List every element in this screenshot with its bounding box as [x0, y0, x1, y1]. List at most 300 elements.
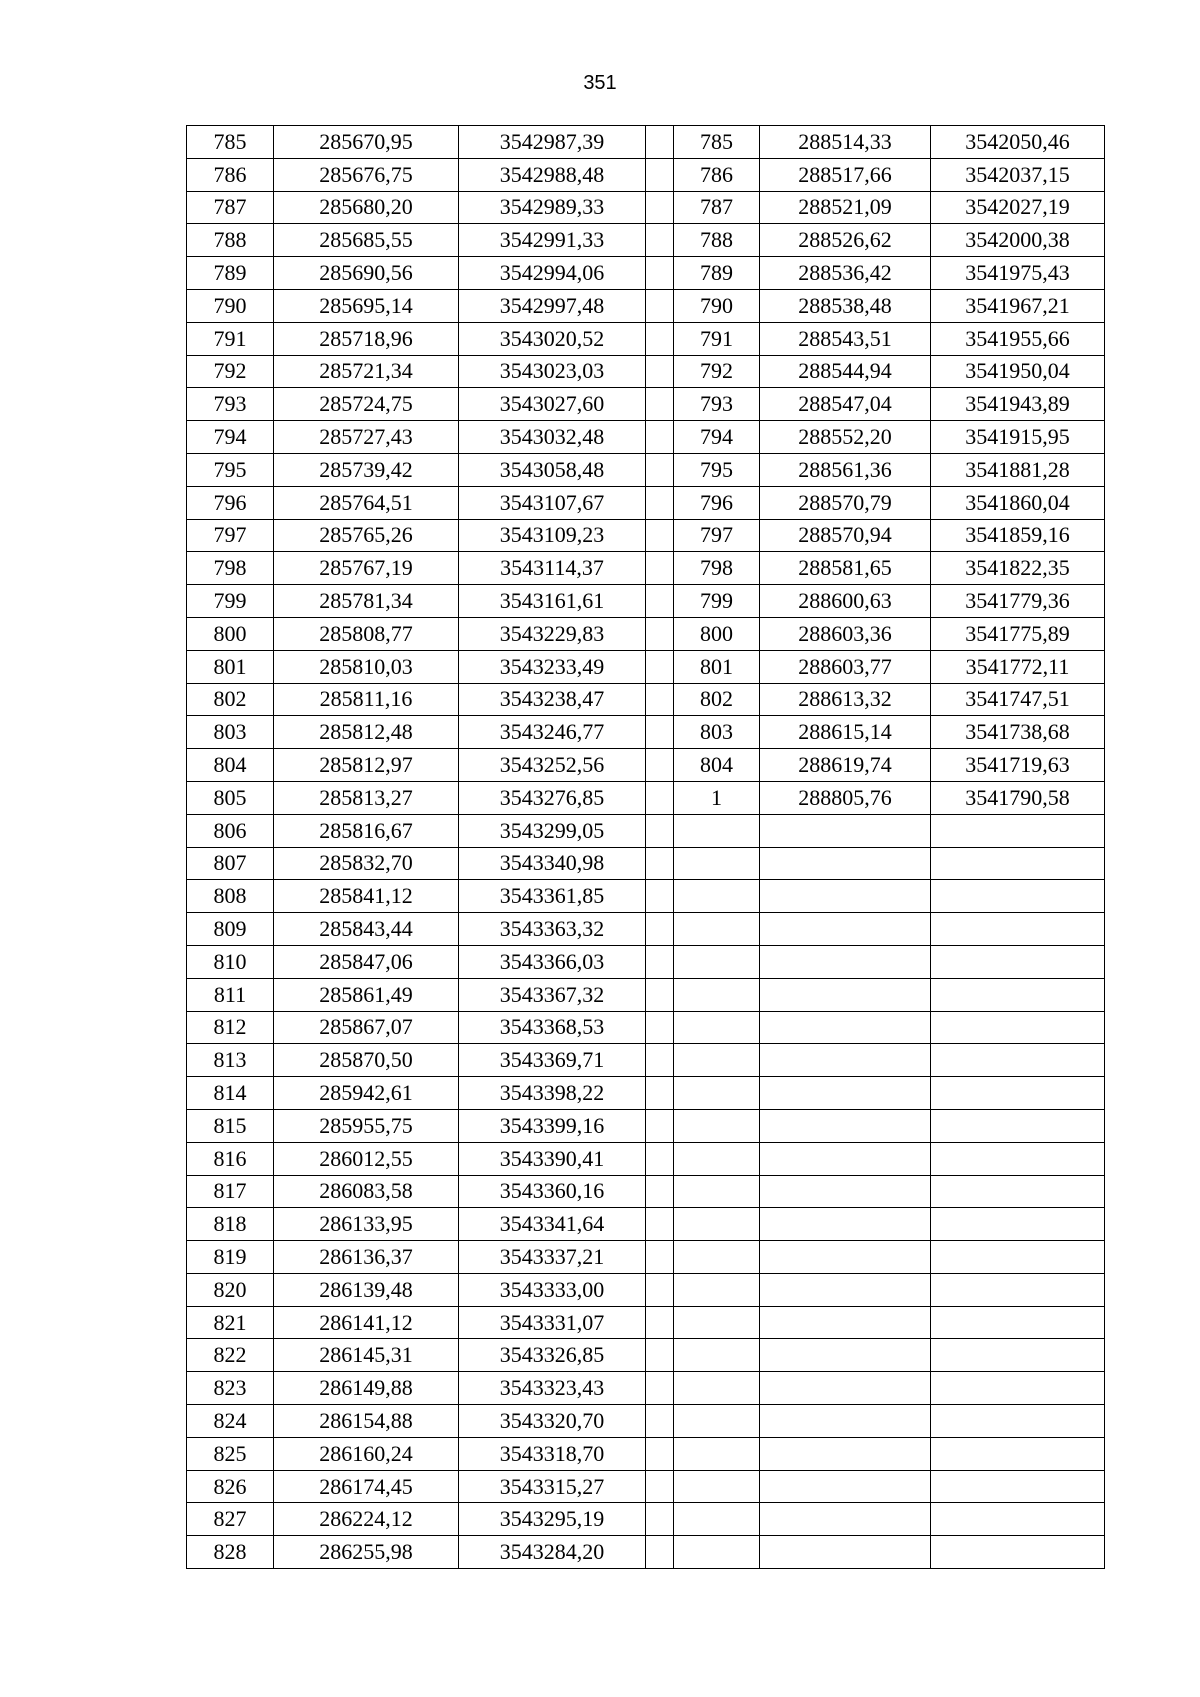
right-y-coordinate-cell: 3541779,36 — [931, 585, 1105, 618]
table-row — [187, 388, 1105, 421]
left-point-number-cell: 816 — [187, 1142, 274, 1175]
left-x-coordinate-cell: 285680,20 — [274, 191, 459, 224]
left-point-number-cell: 791 — [187, 322, 274, 355]
table-row — [187, 289, 1105, 322]
separator-cell — [646, 289, 674, 322]
table-row — [187, 191, 1105, 224]
left-y-coordinate-cell: 3543323,43 — [459, 1372, 646, 1405]
right-point-number-cell — [674, 1405, 760, 1438]
right-y-coordinate-cell — [931, 1208, 1105, 1241]
left-y-coordinate-cell: 3543023,03 — [459, 355, 646, 388]
right-point-number-cell: 786 — [674, 158, 760, 191]
right-point-number-cell: 802 — [674, 683, 760, 716]
left-point-number-cell: 813 — [187, 1044, 274, 1077]
left-point-number-cell: 803 — [187, 716, 274, 749]
left-point-number-cell: 798 — [187, 552, 274, 585]
left-x-coordinate-cell: 285670,95 — [274, 126, 459, 159]
table-row — [187, 1470, 1105, 1503]
left-x-coordinate-cell: 285808,77 — [274, 617, 459, 650]
left-y-coordinate-cell: 3543020,52 — [459, 322, 646, 355]
right-x-coordinate-cell — [760, 814, 931, 847]
right-x-coordinate-cell: 288514,33 — [760, 126, 931, 159]
left-x-coordinate-cell: 286141,12 — [274, 1306, 459, 1339]
table-row — [187, 1536, 1105, 1569]
right-x-coordinate-cell: 288581,65 — [760, 552, 931, 585]
separator-cell — [646, 585, 674, 618]
left-y-coordinate-cell: 3543109,23 — [459, 519, 646, 552]
right-y-coordinate-cell: 3541719,63 — [931, 749, 1105, 782]
table-row — [187, 847, 1105, 880]
right-x-coordinate-cell — [760, 1142, 931, 1175]
left-y-coordinate-cell: 3543246,77 — [459, 716, 646, 749]
right-x-coordinate-cell — [760, 1273, 931, 1306]
left-x-coordinate-cell: 286145,31 — [274, 1339, 459, 1372]
table-row — [187, 1077, 1105, 1110]
right-x-coordinate-cell — [760, 1536, 931, 1569]
left-y-coordinate-cell: 3543326,85 — [459, 1339, 646, 1372]
right-point-number-cell: 795 — [674, 453, 760, 486]
left-point-number-cell: 828 — [187, 1536, 274, 1569]
coordinates-table — [186, 125, 1105, 1569]
left-y-coordinate-cell: 3543299,05 — [459, 814, 646, 847]
right-x-coordinate-cell: 288543,51 — [760, 322, 931, 355]
right-point-number-cell — [674, 1241, 760, 1274]
left-point-number-cell: 815 — [187, 1109, 274, 1142]
right-y-coordinate-cell: 3541955,66 — [931, 322, 1105, 355]
left-point-number-cell: 823 — [187, 1372, 274, 1405]
table-row — [187, 158, 1105, 191]
right-x-coordinate-cell — [760, 1044, 931, 1077]
left-point-number-cell: 818 — [187, 1208, 274, 1241]
left-y-coordinate-cell: 3543399,16 — [459, 1109, 646, 1142]
left-x-coordinate-cell: 285870,50 — [274, 1044, 459, 1077]
separator-cell — [646, 880, 674, 913]
left-point-number-cell: 805 — [187, 781, 274, 814]
separator-cell — [646, 158, 674, 191]
right-x-coordinate-cell: 288600,63 — [760, 585, 931, 618]
right-y-coordinate-cell — [931, 945, 1105, 978]
right-x-coordinate-cell: 288570,79 — [760, 486, 931, 519]
right-point-number-cell: 788 — [674, 224, 760, 257]
right-point-number-cell — [674, 1044, 760, 1077]
left-y-coordinate-cell: 3542988,48 — [459, 158, 646, 191]
right-y-coordinate-cell — [931, 1437, 1105, 1470]
table-row — [187, 1175, 1105, 1208]
right-y-coordinate-cell: 3541790,58 — [931, 781, 1105, 814]
left-point-number-cell: 804 — [187, 749, 274, 782]
left-point-number-cell: 786 — [187, 158, 274, 191]
left-x-coordinate-cell: 285812,48 — [274, 716, 459, 749]
right-x-coordinate-cell — [760, 1339, 931, 1372]
right-x-coordinate-cell: 288805,76 — [760, 781, 931, 814]
right-x-coordinate-cell — [760, 1437, 931, 1470]
coordinates-table-body — [187, 126, 1105, 1569]
table-row — [187, 421, 1105, 454]
separator-cell — [646, 1208, 674, 1241]
left-y-coordinate-cell: 3543295,19 — [459, 1503, 646, 1536]
left-point-number-cell: 826 — [187, 1470, 274, 1503]
left-y-coordinate-cell: 3543366,03 — [459, 945, 646, 978]
left-x-coordinate-cell: 285841,12 — [274, 880, 459, 913]
right-y-coordinate-cell: 3541775,89 — [931, 617, 1105, 650]
left-point-number-cell: 809 — [187, 913, 274, 946]
left-point-number-cell: 787 — [187, 191, 274, 224]
separator-cell — [646, 716, 674, 749]
table-row — [187, 257, 1105, 290]
right-x-coordinate-cell — [760, 1306, 931, 1339]
table-row — [187, 1044, 1105, 1077]
left-y-coordinate-cell: 3542991,33 — [459, 224, 646, 257]
separator-cell — [646, 421, 674, 454]
left-y-coordinate-cell: 3543058,48 — [459, 453, 646, 486]
right-y-coordinate-cell — [931, 880, 1105, 913]
right-point-number-cell — [674, 1306, 760, 1339]
left-y-coordinate-cell: 3543341,64 — [459, 1208, 646, 1241]
right-x-coordinate-cell — [760, 1077, 931, 1110]
right-y-coordinate-cell — [931, 978, 1105, 1011]
right-x-coordinate-cell — [760, 1470, 931, 1503]
right-point-number-cell — [674, 1273, 760, 1306]
right-point-number-cell: 796 — [674, 486, 760, 519]
left-y-coordinate-cell: 3543252,56 — [459, 749, 646, 782]
right-point-number-cell: 799 — [674, 585, 760, 618]
separator-cell — [646, 683, 674, 716]
right-point-number-cell: 1 — [674, 781, 760, 814]
left-x-coordinate-cell: 285767,19 — [274, 552, 459, 585]
right-x-coordinate-cell — [760, 880, 931, 913]
table-row — [187, 322, 1105, 355]
left-x-coordinate-cell: 285816,67 — [274, 814, 459, 847]
left-point-number-cell: 825 — [187, 1437, 274, 1470]
separator-cell — [646, 453, 674, 486]
separator-cell — [646, 1470, 674, 1503]
right-point-number-cell: 790 — [674, 289, 760, 322]
right-point-number-cell: 803 — [674, 716, 760, 749]
left-point-number-cell: 795 — [187, 453, 274, 486]
right-x-coordinate-cell: 288570,94 — [760, 519, 931, 552]
right-point-number-cell: 789 — [674, 257, 760, 290]
right-y-coordinate-cell — [931, 1306, 1105, 1339]
right-point-number-cell: 798 — [674, 552, 760, 585]
table-row — [187, 781, 1105, 814]
right-y-coordinate-cell: 3541860,04 — [931, 486, 1105, 519]
right-point-number-cell — [674, 814, 760, 847]
table-row — [187, 913, 1105, 946]
right-x-coordinate-cell: 288613,32 — [760, 683, 931, 716]
right-y-coordinate-cell — [931, 1109, 1105, 1142]
table-row — [187, 1437, 1105, 1470]
page-number: 351 — [583, 72, 617, 94]
table-row — [187, 1142, 1105, 1175]
right-y-coordinate-cell: 3541822,35 — [931, 552, 1105, 585]
left-point-number-cell: 814 — [187, 1077, 274, 1110]
table-row — [187, 585, 1105, 618]
left-x-coordinate-cell: 285695,14 — [274, 289, 459, 322]
left-y-coordinate-cell: 3543238,47 — [459, 683, 646, 716]
right-point-number-cell: 797 — [674, 519, 760, 552]
right-y-coordinate-cell — [931, 1044, 1105, 1077]
left-point-number-cell: 819 — [187, 1241, 274, 1274]
left-y-coordinate-cell: 3543333,00 — [459, 1273, 646, 1306]
left-y-coordinate-cell: 3543032,48 — [459, 421, 646, 454]
table-row — [187, 519, 1105, 552]
separator-cell — [646, 552, 674, 585]
right-y-coordinate-cell — [931, 1339, 1105, 1372]
left-y-coordinate-cell: 3543229,83 — [459, 617, 646, 650]
right-point-number-cell — [674, 880, 760, 913]
left-y-coordinate-cell: 3543107,67 — [459, 486, 646, 519]
left-x-coordinate-cell: 286255,98 — [274, 1536, 459, 1569]
table-row — [187, 1372, 1105, 1405]
right-point-number-cell — [674, 913, 760, 946]
left-x-coordinate-cell: 286012,55 — [274, 1142, 459, 1175]
table-row — [187, 224, 1105, 257]
left-y-coordinate-cell: 3543360,16 — [459, 1175, 646, 1208]
left-y-coordinate-cell: 3543363,32 — [459, 913, 646, 946]
left-x-coordinate-cell: 285764,51 — [274, 486, 459, 519]
left-point-number-cell: 797 — [187, 519, 274, 552]
left-x-coordinate-cell: 285727,43 — [274, 421, 459, 454]
separator-cell — [646, 519, 674, 552]
left-point-number-cell: 801 — [187, 650, 274, 683]
table-row — [187, 126, 1105, 159]
left-point-number-cell: 800 — [187, 617, 274, 650]
table-row — [187, 1208, 1105, 1241]
right-y-coordinate-cell: 3542027,19 — [931, 191, 1105, 224]
right-x-coordinate-cell: 288561,36 — [760, 453, 931, 486]
right-x-coordinate-cell: 288552,20 — [760, 421, 931, 454]
separator-cell — [646, 1175, 674, 1208]
right-x-coordinate-cell: 288536,42 — [760, 257, 931, 290]
left-point-number-cell: 802 — [187, 683, 274, 716]
right-y-coordinate-cell: 3542000,38 — [931, 224, 1105, 257]
left-x-coordinate-cell: 285718,96 — [274, 322, 459, 355]
left-y-coordinate-cell: 3543368,53 — [459, 1011, 646, 1044]
separator-cell — [646, 486, 674, 519]
table-row — [187, 453, 1105, 486]
left-x-coordinate-cell: 285813,27 — [274, 781, 459, 814]
table-row — [187, 978, 1105, 1011]
left-y-coordinate-cell: 3542987,39 — [459, 126, 646, 159]
right-y-coordinate-cell — [931, 1536, 1105, 1569]
right-y-coordinate-cell: 3541943,89 — [931, 388, 1105, 421]
right-x-coordinate-cell — [760, 1503, 931, 1536]
table-row — [187, 552, 1105, 585]
left-y-coordinate-cell: 3543161,61 — [459, 585, 646, 618]
table-row — [187, 814, 1105, 847]
right-point-number-cell: 794 — [674, 421, 760, 454]
left-x-coordinate-cell: 286136,37 — [274, 1241, 459, 1274]
left-x-coordinate-cell: 285811,16 — [274, 683, 459, 716]
left-point-number-cell: 817 — [187, 1175, 274, 1208]
left-y-coordinate-cell: 3543398,22 — [459, 1077, 646, 1110]
separator-cell — [646, 847, 674, 880]
left-x-coordinate-cell: 285942,61 — [274, 1077, 459, 1110]
left-y-coordinate-cell: 3543340,98 — [459, 847, 646, 880]
right-point-number-cell — [674, 1503, 760, 1536]
left-y-coordinate-cell: 3543318,70 — [459, 1437, 646, 1470]
left-point-number-cell: 788 — [187, 224, 274, 257]
right-x-coordinate-cell — [760, 1175, 931, 1208]
left-y-coordinate-cell: 3543331,07 — [459, 1306, 646, 1339]
left-x-coordinate-cell: 286160,24 — [274, 1437, 459, 1470]
table-row — [187, 1241, 1105, 1274]
left-y-coordinate-cell: 3543361,85 — [459, 880, 646, 913]
right-y-coordinate-cell — [931, 913, 1105, 946]
left-x-coordinate-cell: 285832,70 — [274, 847, 459, 880]
left-x-coordinate-cell: 285721,34 — [274, 355, 459, 388]
right-point-number-cell — [674, 1142, 760, 1175]
left-point-number-cell: 822 — [187, 1339, 274, 1372]
left-point-number-cell: 799 — [187, 585, 274, 618]
right-x-coordinate-cell: 288547,04 — [760, 388, 931, 421]
right-y-coordinate-cell — [931, 1405, 1105, 1438]
separator-cell — [646, 1273, 674, 1306]
right-x-coordinate-cell — [760, 1208, 931, 1241]
left-y-coordinate-cell: 3542997,48 — [459, 289, 646, 322]
separator-cell — [646, 617, 674, 650]
separator-cell — [646, 749, 674, 782]
left-point-number-cell: 807 — [187, 847, 274, 880]
table-row — [187, 683, 1105, 716]
table-row — [187, 1109, 1105, 1142]
left-x-coordinate-cell: 286224,12 — [274, 1503, 459, 1536]
separator-cell — [646, 1536, 674, 1569]
separator-cell — [646, 1109, 674, 1142]
left-point-number-cell: 812 — [187, 1011, 274, 1044]
table-row — [187, 945, 1105, 978]
separator-cell — [646, 224, 674, 257]
right-x-coordinate-cell — [760, 1372, 931, 1405]
separator-cell — [646, 1437, 674, 1470]
table-row — [187, 617, 1105, 650]
right-point-number-cell: 804 — [674, 749, 760, 782]
table-row — [187, 1273, 1105, 1306]
right-y-coordinate-cell: 3541915,95 — [931, 421, 1105, 454]
table-row — [187, 1339, 1105, 1372]
separator-cell — [646, 1405, 674, 1438]
separator-cell — [646, 1503, 674, 1536]
left-y-coordinate-cell: 3543369,71 — [459, 1044, 646, 1077]
right-y-coordinate-cell — [931, 1175, 1105, 1208]
right-y-coordinate-cell — [931, 1077, 1105, 1110]
left-x-coordinate-cell: 285676,75 — [274, 158, 459, 191]
left-x-coordinate-cell: 285955,75 — [274, 1109, 459, 1142]
right-x-coordinate-cell — [760, 978, 931, 1011]
right-x-coordinate-cell — [760, 1011, 931, 1044]
right-y-coordinate-cell: 3541967,21 — [931, 289, 1105, 322]
right-y-coordinate-cell: 3541738,68 — [931, 716, 1105, 749]
right-point-number-cell — [674, 1437, 760, 1470]
left-point-number-cell: 808 — [187, 880, 274, 913]
left-point-number-cell: 810 — [187, 945, 274, 978]
left-point-number-cell: 789 — [187, 257, 274, 290]
right-point-number-cell: 801 — [674, 650, 760, 683]
right-y-coordinate-cell — [931, 1142, 1105, 1175]
right-point-number-cell — [674, 1339, 760, 1372]
separator-cell — [646, 191, 674, 224]
left-y-coordinate-cell: 3543284,20 — [459, 1536, 646, 1569]
separator-cell — [646, 814, 674, 847]
right-point-number-cell — [674, 1109, 760, 1142]
left-x-coordinate-cell: 285861,49 — [274, 978, 459, 1011]
left-y-coordinate-cell: 3543233,49 — [459, 650, 646, 683]
left-x-coordinate-cell: 285765,26 — [274, 519, 459, 552]
table-row — [187, 749, 1105, 782]
separator-cell — [646, 650, 674, 683]
separator-cell — [646, 913, 674, 946]
right-y-coordinate-cell: 3541950,04 — [931, 355, 1105, 388]
right-y-coordinate-cell: 3541975,43 — [931, 257, 1105, 290]
separator-cell — [646, 1241, 674, 1274]
right-point-number-cell — [674, 1536, 760, 1569]
right-point-number-cell — [674, 1372, 760, 1405]
left-y-coordinate-cell: 3543027,60 — [459, 388, 646, 421]
left-x-coordinate-cell: 285810,03 — [274, 650, 459, 683]
right-x-coordinate-cell — [760, 1241, 931, 1274]
right-x-coordinate-cell: 288521,09 — [760, 191, 931, 224]
right-point-number-cell — [674, 1208, 760, 1241]
left-y-coordinate-cell: 3543315,27 — [459, 1470, 646, 1503]
right-x-coordinate-cell: 288619,74 — [760, 749, 931, 782]
separator-cell — [646, 781, 674, 814]
right-x-coordinate-cell — [760, 1109, 931, 1142]
right-y-coordinate-cell: 3541859,16 — [931, 519, 1105, 552]
left-y-coordinate-cell: 3543367,32 — [459, 978, 646, 1011]
right-point-number-cell — [674, 847, 760, 880]
separator-cell — [646, 1077, 674, 1110]
right-point-number-cell — [674, 1175, 760, 1208]
right-x-coordinate-cell: 288517,66 — [760, 158, 931, 191]
left-point-number-cell: 785 — [187, 126, 274, 159]
right-y-coordinate-cell — [931, 1503, 1105, 1536]
right-x-coordinate-cell — [760, 847, 931, 880]
right-point-number-cell: 800 — [674, 617, 760, 650]
left-point-number-cell: 793 — [187, 388, 274, 421]
left-x-coordinate-cell: 285690,56 — [274, 257, 459, 290]
right-point-number-cell — [674, 1470, 760, 1503]
separator-cell — [646, 945, 674, 978]
table-row — [187, 1405, 1105, 1438]
right-point-number-cell: 792 — [674, 355, 760, 388]
right-y-coordinate-cell — [931, 1470, 1105, 1503]
left-point-number-cell: 792 — [187, 355, 274, 388]
left-point-number-cell: 824 — [187, 1405, 274, 1438]
table-row — [187, 1503, 1105, 1536]
left-x-coordinate-cell: 285685,55 — [274, 224, 459, 257]
left-x-coordinate-cell: 286174,45 — [274, 1470, 459, 1503]
separator-cell — [646, 388, 674, 421]
right-point-number-cell: 787 — [674, 191, 760, 224]
left-y-coordinate-cell: 3543320,70 — [459, 1405, 646, 1438]
left-y-coordinate-cell: 3543337,21 — [459, 1241, 646, 1274]
left-x-coordinate-cell: 285739,42 — [274, 453, 459, 486]
separator-cell — [646, 257, 674, 290]
separator-cell — [646, 1339, 674, 1372]
right-y-coordinate-cell: 3541772,11 — [931, 650, 1105, 683]
right-x-coordinate-cell — [760, 945, 931, 978]
left-y-coordinate-cell: 3543276,85 — [459, 781, 646, 814]
right-y-coordinate-cell — [931, 847, 1105, 880]
left-x-coordinate-cell: 286154,88 — [274, 1405, 459, 1438]
table-row — [187, 880, 1105, 913]
table-row — [187, 355, 1105, 388]
right-point-number-cell — [674, 1077, 760, 1110]
table-row — [187, 1011, 1105, 1044]
right-x-coordinate-cell — [760, 1405, 931, 1438]
table-row — [187, 650, 1105, 683]
right-x-coordinate-cell: 288538,48 — [760, 289, 931, 322]
